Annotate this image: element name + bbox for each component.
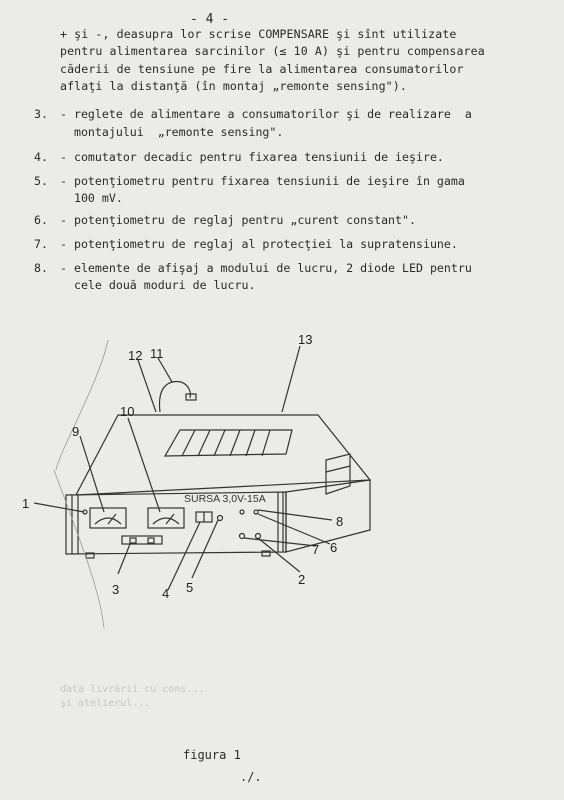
bleed-through-line: data livrării cu cons... (60, 684, 205, 695)
intro-line: + şi -, deasupra lor scrise COMPENSARE şi sînt utilizate (60, 27, 457, 41)
page-number: - 4 - (190, 12, 230, 27)
callout-13: 13 (298, 332, 313, 347)
terminal-strip (122, 536, 162, 544)
list-item-3 (34, 106, 472, 124)
callout-11: 11 (150, 346, 164, 361)
list-item-6 (34, 212, 416, 230)
callout-5: 5 (186, 580, 194, 595)
intro-line: căderii de tensiune pe fire la alimentarea consumatorilor (60, 62, 464, 76)
side-vent (326, 454, 350, 494)
callout-4: 4 (162, 586, 170, 601)
list-item-7 (34, 236, 458, 254)
intro-line: aflaţi la distanţă (în montaj „remonte sensing"). (60, 79, 407, 93)
intro-line: pentru alimentarea sarcinilor (≤ 10 A) şi pentru compensarea (60, 44, 485, 58)
item-text: - reglete de alimentare a consumatorilor şi de realizare a (60, 107, 472, 121)
list-item-3-cont (34, 124, 283, 142)
front-panel-label: SURSA 3,0V-15A (184, 493, 266, 505)
callout-8: 8 (336, 514, 344, 529)
bleed-through-line: şi atelierul... (60, 698, 151, 709)
item-number: 4. (34, 150, 48, 164)
callout-6: 6 (330, 540, 338, 555)
item-text: 100 mV. (60, 191, 123, 205)
callout-12: 12 (128, 348, 143, 363)
led-1 (240, 510, 244, 514)
item-text: cele două moduri de lucru. (60, 278, 256, 292)
callout-3: 3 (112, 582, 120, 597)
knob-overvoltage (256, 534, 261, 539)
item-number: 3. (34, 107, 48, 121)
list-item-8 (34, 260, 472, 278)
item-text: - potenţiometru de reglaj pentru „curent constant". (60, 213, 416, 227)
item-number: 8. (34, 261, 48, 275)
item-number: 5. (34, 174, 48, 188)
figure-caption: figura 1 (183, 748, 241, 762)
callout-2: 2 (298, 572, 306, 587)
callout-1: 1 (22, 496, 30, 511)
callout-7: 7 (312, 542, 320, 557)
item-text: - comutator decadic pentru fixarea tensiunii de ieşire. (60, 150, 444, 164)
figure-1-drawing (0, 320, 564, 660)
led-2 (254, 510, 258, 514)
item-text: montajului „remonte sensing". (60, 125, 284, 139)
page-continuation-mark: ./. (240, 770, 262, 784)
item-text: - elemente de afişaj a modului de lucru, 2 diode LED pentru (60, 261, 472, 275)
list-item-5-cont (34, 190, 123, 208)
list-item-5 (34, 173, 465, 191)
item-text: - potenţiometru pentru fixarea tensiunii de ieşire în gama (60, 174, 465, 188)
item-number: 7. (34, 237, 48, 251)
power-supply-illustration (0, 320, 564, 660)
item-number: 6. (34, 213, 48, 227)
list-item-4 (34, 149, 444, 167)
item-text: - potenţiometru de reglaj al protecţiei la supratensiune. (60, 237, 458, 251)
knob-constant-current (240, 534, 245, 539)
knob-100mv (218, 516, 223, 521)
callout-10: 10 (120, 404, 135, 419)
list-item-8-cont (34, 277, 255, 295)
callout-9: 9 (72, 424, 80, 439)
